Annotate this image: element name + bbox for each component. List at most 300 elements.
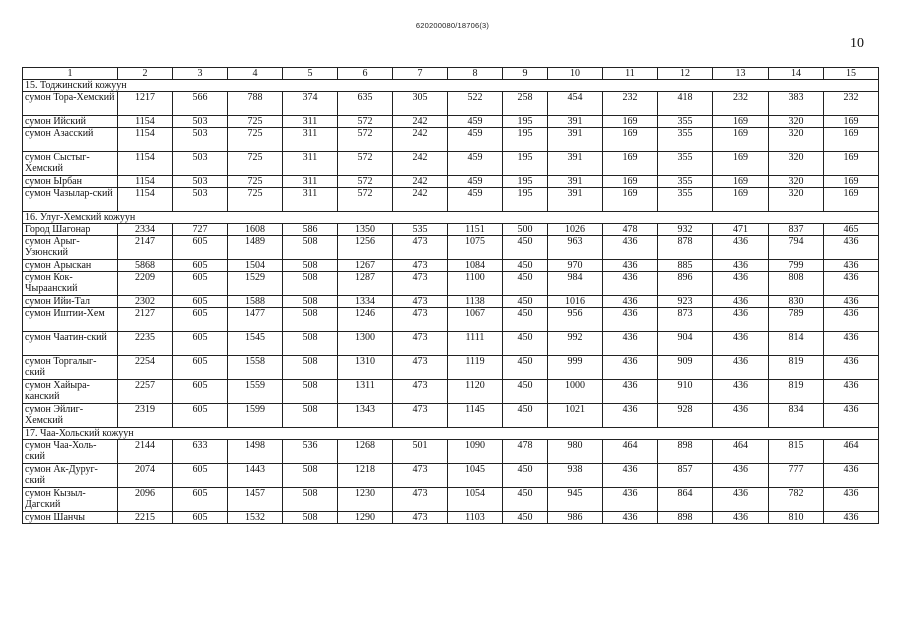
table-cell: 819 (769, 356, 824, 380)
table-cell: 436 (713, 332, 769, 356)
table-cell: 605 (173, 332, 228, 356)
table-cell: 904 (658, 332, 713, 356)
table-cell: 1256 (338, 236, 393, 260)
table-cell: 436 (603, 356, 658, 380)
table-cell: 1111 (448, 332, 503, 356)
table-cell: 311 (283, 128, 338, 152)
table-cell: 878 (658, 236, 713, 260)
table-cell: 459 (448, 188, 503, 212)
table-cell: 725 (228, 152, 283, 176)
table-cell: 471 (713, 224, 769, 236)
table-cell: 436 (824, 296, 879, 308)
table-cell: 605 (173, 404, 228, 428)
table-cell: 1489 (228, 236, 283, 260)
table-cell: 572 (338, 128, 393, 152)
column-header: 9 (503, 68, 548, 80)
table-cell: 436 (713, 260, 769, 272)
row-name: сумон Торгалыг-ский (23, 356, 118, 380)
table-cell: 473 (393, 296, 448, 308)
row-name: сумон Ак-Дуруг-ский (23, 464, 118, 488)
table-cell: 725 (228, 176, 283, 188)
table-cell: 503 (173, 128, 228, 152)
table-cell: 169 (603, 152, 658, 176)
table-cell: 320 (769, 176, 824, 188)
row-name: сумон Ийи-Тал (23, 296, 118, 308)
row-name: сумон Азасский (23, 128, 118, 152)
table-cell: 1300 (338, 332, 393, 356)
table-cell: 436 (824, 356, 879, 380)
table-cell: 355 (658, 128, 713, 152)
table-cell: 1151 (448, 224, 503, 236)
table-cell: 169 (603, 116, 658, 128)
column-header: 15 (824, 68, 879, 80)
table-cell: 436 (603, 236, 658, 260)
table-cell: 605 (173, 272, 228, 296)
table-row (23, 440, 879, 464)
table-cell: 232 (824, 92, 879, 116)
table-cell: 169 (713, 188, 769, 212)
table-row (23, 116, 879, 128)
table-cell: 605 (173, 260, 228, 272)
table-cell: 1350 (338, 224, 393, 236)
table-cell: 1268 (338, 440, 393, 464)
table-cell: 864 (658, 488, 713, 512)
table-cell: 355 (658, 152, 713, 176)
table-cell: 725 (228, 116, 283, 128)
table-cell: 1608 (228, 224, 283, 236)
table-cell: 508 (283, 464, 338, 488)
table-cell: 450 (503, 308, 548, 332)
table-cell: 436 (603, 332, 658, 356)
section-row (23, 428, 879, 440)
table-cell: 2257 (118, 380, 173, 404)
table-cell: 605 (173, 356, 228, 380)
table-cell: 605 (173, 464, 228, 488)
table-cell: 2127 (118, 308, 173, 332)
table-cell: 436 (824, 404, 879, 428)
table-cell: 450 (503, 296, 548, 308)
table-cell: 830 (769, 296, 824, 308)
table-cell: 2302 (118, 296, 173, 308)
table-cell: 436 (713, 380, 769, 404)
table-row (23, 488, 879, 512)
table-cell: 459 (448, 152, 503, 176)
table-cell: 1532 (228, 512, 283, 524)
table-cell: 473 (393, 404, 448, 428)
table-row (23, 332, 879, 356)
table-cell: 727 (173, 224, 228, 236)
table-cell: 169 (824, 152, 879, 176)
table-cell: 508 (283, 356, 338, 380)
table-cell: 473 (393, 308, 448, 332)
table-cell: 572 (338, 176, 393, 188)
table-cell: 436 (824, 512, 879, 524)
table-cell: 508 (283, 512, 338, 524)
table-cell: 473 (393, 272, 448, 296)
table-cell: 436 (603, 380, 658, 404)
table-cell: 873 (658, 308, 713, 332)
table-cell: 473 (393, 356, 448, 380)
table-cell: 963 (548, 236, 603, 260)
table-cell: 436 (603, 404, 658, 428)
table-cell: 1457 (228, 488, 283, 512)
header-row (23, 68, 879, 80)
table-cell: 1154 (118, 152, 173, 176)
table-cell: 1154 (118, 116, 173, 128)
row-name: сумон Шанчы (23, 512, 118, 524)
table-cell: 473 (393, 236, 448, 260)
row-name: Город Шагонар (23, 224, 118, 236)
table-cell: 391 (548, 188, 603, 212)
table-cell: 2235 (118, 332, 173, 356)
table-cell: 436 (713, 236, 769, 260)
table-cell: 391 (548, 152, 603, 176)
table-cell: 508 (283, 488, 338, 512)
table-cell: 799 (769, 260, 824, 272)
table-row (23, 260, 879, 272)
table-row (23, 464, 879, 488)
row-name: сумон Хайыра-канский (23, 380, 118, 404)
table-cell: 777 (769, 464, 824, 488)
table-cell: 436 (713, 272, 769, 296)
table-row (23, 296, 879, 308)
table-cell: 1498 (228, 440, 283, 464)
table-cell: 885 (658, 260, 713, 272)
table-cell: 508 (283, 332, 338, 356)
table-cell: 195 (503, 128, 548, 152)
table-cell: 450 (503, 488, 548, 512)
table-cell: 436 (824, 260, 879, 272)
table-cell: 454 (548, 92, 603, 116)
table-cell: 232 (713, 92, 769, 116)
table-row (23, 356, 879, 380)
table-cell: 898 (658, 440, 713, 464)
table-cell: 794 (769, 236, 824, 260)
table-cell: 834 (769, 404, 824, 428)
table-cell: 311 (283, 152, 338, 176)
table-cell: 1119 (448, 356, 503, 380)
table-cell: 535 (393, 224, 448, 236)
table-cell: 2209 (118, 272, 173, 296)
table-cell: 910 (658, 380, 713, 404)
table-cell: 1067 (448, 308, 503, 332)
table-cell: 1120 (448, 380, 503, 404)
table-cell: 355 (658, 188, 713, 212)
table-cell: 857 (658, 464, 713, 488)
table-cell: 2074 (118, 464, 173, 488)
table-cell: 1529 (228, 272, 283, 296)
column-header: 6 (338, 68, 393, 80)
table-cell: 473 (393, 332, 448, 356)
column-header: 3 (173, 68, 228, 80)
table-cell: 355 (658, 116, 713, 128)
table-cell: 473 (393, 464, 448, 488)
table-cell: 605 (173, 488, 228, 512)
table-cell: 436 (824, 464, 879, 488)
table-cell: 1477 (228, 308, 283, 332)
table-cell: 1090 (448, 440, 503, 464)
table-cell: 305 (393, 92, 448, 116)
table-cell: 1045 (448, 464, 503, 488)
table-cell: 1334 (338, 296, 393, 308)
table-cell: 169 (603, 176, 658, 188)
table-cell: 5868 (118, 260, 173, 272)
table-cell: 814 (769, 332, 824, 356)
table-cell: 478 (503, 440, 548, 464)
table-cell: 501 (393, 440, 448, 464)
table-cell: 986 (548, 512, 603, 524)
table-cell: 508 (283, 260, 338, 272)
table-cell: 808 (769, 272, 824, 296)
column-header: 11 (603, 68, 658, 80)
table-cell: 970 (548, 260, 603, 272)
table-cell: 311 (283, 116, 338, 128)
table-cell: 242 (393, 176, 448, 188)
table-cell: 1026 (548, 224, 603, 236)
table-cell: 436 (713, 308, 769, 332)
table-cell: 1559 (228, 380, 283, 404)
table-cell: 508 (283, 308, 338, 332)
row-name: сумон Чаа-Холь-ский (23, 440, 118, 464)
table-cell: 503 (173, 176, 228, 188)
column-header: 10 (548, 68, 603, 80)
table-cell: 436 (603, 296, 658, 308)
table-cell: 169 (603, 128, 658, 152)
table-cell: 1504 (228, 260, 283, 272)
table-row (23, 272, 879, 296)
table-cell: 450 (503, 512, 548, 524)
table-cell: 503 (173, 152, 228, 176)
table-cell: 1217 (118, 92, 173, 116)
table-cell: 464 (713, 440, 769, 464)
table-cell: 169 (824, 176, 879, 188)
table-cell: 320 (769, 152, 824, 176)
column-header: 2 (118, 68, 173, 80)
column-header: 7 (393, 68, 448, 80)
table-cell: 508 (283, 404, 338, 428)
table-cell: 1021 (548, 404, 603, 428)
table-cell: 391 (548, 128, 603, 152)
table-cell: 605 (173, 308, 228, 332)
column-header: 5 (283, 68, 338, 80)
table-cell: 725 (228, 188, 283, 212)
table-cell: 782 (769, 488, 824, 512)
table-cell: 635 (338, 92, 393, 116)
table-cell: 605 (173, 236, 228, 260)
table-cell: 450 (503, 332, 548, 356)
row-name: сумон Эйлиг-Хемский (23, 404, 118, 428)
table-cell: 1599 (228, 404, 283, 428)
table-cell: 450 (503, 260, 548, 272)
table-cell: 1138 (448, 296, 503, 308)
table-cell: 436 (824, 332, 879, 356)
row-name: сумон Тора-Хемский (23, 92, 118, 116)
table-cell: 1218 (338, 464, 393, 488)
table-cell: 999 (548, 356, 603, 380)
table-cell: 464 (824, 440, 879, 464)
table-cell: 508 (283, 296, 338, 308)
table-cell: 1154 (118, 188, 173, 212)
table-cell: 984 (548, 272, 603, 296)
table-body (23, 68, 879, 524)
table-cell: 436 (603, 260, 658, 272)
table-cell: 810 (769, 512, 824, 524)
table-cell: 169 (824, 128, 879, 152)
row-name: сумон Ийский (23, 116, 118, 128)
table-row (23, 128, 879, 152)
table-cell: 605 (173, 296, 228, 308)
table-cell: 320 (769, 116, 824, 128)
table-cell: 473 (393, 488, 448, 512)
table-row (23, 188, 879, 212)
table-cell: 169 (603, 188, 658, 212)
table-cell: 450 (503, 464, 548, 488)
table-cell: 459 (448, 116, 503, 128)
table-cell: 258 (503, 92, 548, 116)
table-cell: 605 (173, 380, 228, 404)
table-cell: 242 (393, 152, 448, 176)
table-cell: 195 (503, 116, 548, 128)
table-cell: 195 (503, 152, 548, 176)
table-cell: 788 (228, 92, 283, 116)
table-cell: 1154 (118, 128, 173, 152)
column-header: 14 (769, 68, 824, 80)
table-cell: 436 (603, 488, 658, 512)
table-cell: 450 (503, 356, 548, 380)
table-cell: 473 (393, 380, 448, 404)
table-cell: 436 (824, 272, 879, 296)
section-title: 16. Улуг-Хемский кожуун (23, 212, 879, 224)
table-cell: 522 (448, 92, 503, 116)
table-row (23, 176, 879, 188)
table-cell: 605 (173, 512, 228, 524)
table-cell: 1075 (448, 236, 503, 260)
table-cell: 508 (283, 236, 338, 260)
table-row (23, 308, 879, 332)
table-cell: 896 (658, 272, 713, 296)
table-cell: 436 (713, 488, 769, 512)
table-row (23, 224, 879, 236)
table-cell: 242 (393, 188, 448, 212)
table-cell: 898 (658, 512, 713, 524)
table-cell: 450 (503, 272, 548, 296)
table-cell: 1084 (448, 260, 503, 272)
table-cell: 932 (658, 224, 713, 236)
table-cell: 503 (173, 116, 228, 128)
table-cell: 436 (824, 488, 879, 512)
table-cell: 1588 (228, 296, 283, 308)
table-cell: 436 (713, 464, 769, 488)
table-cell: 436 (713, 512, 769, 524)
table-cell: 508 (283, 380, 338, 404)
table-cell: 195 (503, 188, 548, 212)
table-cell: 815 (769, 440, 824, 464)
table-cell: 242 (393, 116, 448, 128)
table-cell: 242 (393, 128, 448, 152)
table-cell: 1230 (338, 488, 393, 512)
table-cell: 1311 (338, 380, 393, 404)
table-cell: 992 (548, 332, 603, 356)
table-cell: 383 (769, 92, 824, 116)
row-name: сумон Чазылар-ский (23, 188, 118, 212)
table-cell: 2215 (118, 512, 173, 524)
table-cell: 572 (338, 188, 393, 212)
table-cell: 1054 (448, 488, 503, 512)
table-cell: 1246 (338, 308, 393, 332)
table-cell: 450 (503, 380, 548, 404)
table-cell: 980 (548, 440, 603, 464)
table-cell: 923 (658, 296, 713, 308)
row-name: сумон Чаатин-ский (23, 332, 118, 356)
table-cell: 320 (769, 128, 824, 152)
table-cell: 1558 (228, 356, 283, 380)
table-cell: 572 (338, 116, 393, 128)
row-name: сумон Арыг-Узюнский (23, 236, 118, 260)
table-cell: 2096 (118, 488, 173, 512)
table-cell: 436 (824, 380, 879, 404)
table-cell: 536 (283, 440, 338, 464)
table-cell: 2254 (118, 356, 173, 380)
table-cell: 473 (393, 260, 448, 272)
table-cell: 436 (824, 236, 879, 260)
table-cell: 450 (503, 236, 548, 260)
table-row (23, 512, 879, 524)
table-cell: 232 (603, 92, 658, 116)
table-cell: 169 (713, 128, 769, 152)
table-cell: 945 (548, 488, 603, 512)
table-cell: 725 (228, 128, 283, 152)
table-cell: 1016 (548, 296, 603, 308)
table-cell: 195 (503, 176, 548, 188)
section-title: 15. Тоджинский кожуун (23, 80, 879, 92)
table-cell: 503 (173, 188, 228, 212)
table-cell: 436 (603, 308, 658, 332)
column-header: 8 (448, 68, 503, 80)
table-cell: 1287 (338, 272, 393, 296)
table-cell: 459 (448, 176, 503, 188)
table-row (23, 152, 879, 176)
table-row (23, 236, 879, 260)
column-header: 4 (228, 68, 283, 80)
column-header: 12 (658, 68, 713, 80)
table-cell: 418 (658, 92, 713, 116)
table-cell: 2147 (118, 236, 173, 260)
section-row (23, 80, 879, 92)
table-cell: 355 (658, 176, 713, 188)
table-cell: 1545 (228, 332, 283, 356)
table-cell: 1290 (338, 512, 393, 524)
table-cell: 2334 (118, 224, 173, 236)
table-cell: 169 (713, 116, 769, 128)
row-name: сумон Арыскан (23, 260, 118, 272)
table-cell: 1443 (228, 464, 283, 488)
table-cell: 436 (713, 356, 769, 380)
table-cell: 436 (713, 404, 769, 428)
table-cell: 909 (658, 356, 713, 380)
table-cell: 1343 (338, 404, 393, 428)
table-cell: 320 (769, 188, 824, 212)
table-cell: 169 (713, 176, 769, 188)
row-name: сумон Ырбан (23, 176, 118, 188)
table-cell: 1267 (338, 260, 393, 272)
table-cell: 508 (283, 272, 338, 296)
table-cell: 2319 (118, 404, 173, 428)
table-cell: 478 (603, 224, 658, 236)
table-cell: 572 (338, 152, 393, 176)
table-cell: 436 (824, 308, 879, 332)
table-cell: 938 (548, 464, 603, 488)
column-header: 13 (713, 68, 769, 80)
